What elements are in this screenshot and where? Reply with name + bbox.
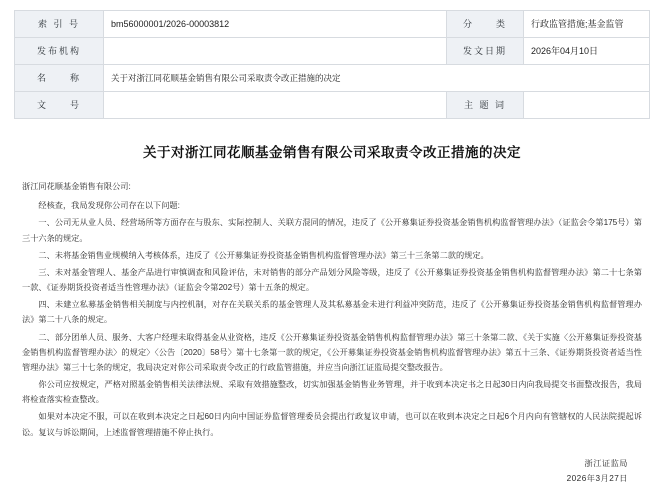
meta-value-keyword (524, 92, 650, 119)
body-paragraph: 四、未建立私募基金销售相关制度与内控机制，对存在关联关系的基金管理人及其私募基金未进行利益冲突防范，违反了《公开募集证券投资基金销售机构监督管理办法》第二十八条的规定。 (22, 300, 642, 325)
body-paragraph: 二、部分团单人员、服务、大客户经理未取得基金从业资格，违反《公开募集证券投资基金销售机构监督管理办法》第三十条第二款、《关于实施〈公开募集证券投资基金销售机构监督管理办法〉的规定〉〈公告〔2020〕58号〉第十七条第一款的规定，《公开募集证券投资基金销售机构监督管理办法》第五十三条、《证券期货投资者适当性管理办法》第三十七条的规定，我局决定对你公司采取责令改正的行政监管措施，并应当向浙江证监局提交整改报告。 (22, 332, 642, 372)
signature-issuer: 浙江证监局 (584, 458, 628, 468)
meta-label-keyword: 主 题 词 (447, 92, 524, 119)
body-paragraph: 你公司应按规定，严格对照基金销售相关法律法规、采取有效措施整改，切实加强基金销售业务管理，并于收到本决定书之日起30日内向我局提交书面整改报告，我局将检查落实检查整改。 (22, 380, 642, 405)
signature-date: 2026年3月27日 (566, 474, 628, 484)
meta-value-publish-date: 2026年04月10日 (524, 38, 650, 65)
body-paragraph: 一、公司无从业人员、经营场所等方面存在与股东、实际控制人、关联方混同的情况，违反了《公开募集证券投资基金销售机构监督管理办法》（证监会令第175号）第三十六条的规定。 (22, 218, 642, 243)
document-body (14, 179, 650, 440)
meta-label-category: 分 类 (447, 11, 524, 38)
meta-label-publisher: 发布机构 (15, 38, 104, 65)
meta-value-docnumber (104, 92, 447, 119)
table-row (15, 11, 650, 38)
body-paragraph: 二、未将基金销售业规模纳入考核体系，违反了《公开募集证券投资基金销售机构监督管理办法》第三十三条第二款的规定。 (38, 250, 489, 260)
meta-value-publisher (104, 38, 447, 65)
metadata-table (14, 10, 650, 119)
body-paragraph: 三、未对基金管理人、基金产品进行审慎调查和风险评估，未对销售的部分产品划分风险等级，违反了《公开募集证券投资基金销售机构监督管理办法》第二十七条第一款、《证券期货投资者适当性管理办法》（证监会令第202号）第十五条的规定。 (22, 267, 642, 293)
body-paragraph: 经核查，我局发现你公司存在以下问题: (38, 201, 180, 211)
signature-block (14, 456, 650, 487)
meta-label-docnumber: 文 号 (15, 92, 104, 119)
page-title: 关于对浙江同花顺基金销售有限公司采取责令改正措施的决定 (143, 145, 521, 160)
table-row (15, 92, 650, 119)
meta-value-name: 关于对浙江同花顺基金销售有限公司采取责令改正措施的决定 (104, 65, 650, 92)
meta-value-category: 行政监管措施;基金监管 (524, 11, 650, 38)
body-paragraph: 如果对本决定不服，可以在收到本决定之日起60日内向中国证券监督管理委员会提出行政复议申请，也可以在收到本决定之日起6个月内向有管辖权的人民法院提起诉讼。复议与诉讼期间，上述监督管理措施不停止执行。 (22, 412, 642, 437)
table-row (15, 65, 650, 92)
meta-value-index: bm56000001/2026-00003812 (104, 11, 447, 38)
body-addressee: 浙江同花顺基金销售有限公司: (22, 182, 131, 191)
table-row (15, 38, 650, 65)
meta-label-name: 名 称 (15, 65, 104, 92)
meta-label-publish-date: 发文日期 (447, 38, 524, 65)
meta-label-index: 索 引 号 (15, 11, 104, 38)
